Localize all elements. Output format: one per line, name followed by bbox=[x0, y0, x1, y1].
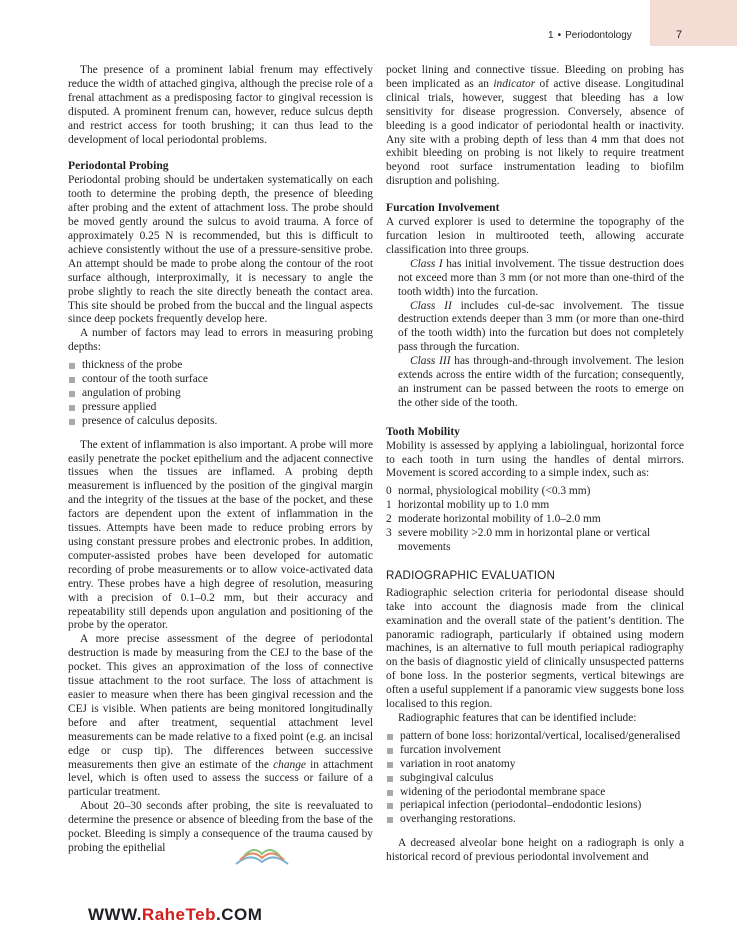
paragraph-bleeding-continued bbox=[386, 64, 684, 189]
score-number: 0 bbox=[386, 485, 392, 498]
list-item bbox=[386, 485, 684, 499]
list-item-text: contour of the tooth surface bbox=[82, 373, 208, 386]
book-logo-icon bbox=[232, 842, 292, 868]
list-item bbox=[68, 401, 373, 415]
square-bullet-icon bbox=[387, 748, 393, 754]
emphasis: indicator bbox=[493, 77, 536, 90]
watermark-brand: RaheTeb bbox=[141, 905, 216, 924]
list-item-text: furcation involvement bbox=[400, 743, 501, 756]
list-item bbox=[386, 744, 684, 758]
square-bullet-icon bbox=[69, 377, 75, 383]
paragraph-bone-height: A decreased alveolar bone height on a radiograph is only a historical record of previous periodontal involvement and bbox=[386, 837, 684, 864]
furcation-class-item bbox=[386, 355, 684, 411]
furcation-class-item bbox=[386, 300, 684, 356]
list-item-text: variation in root anatomy bbox=[400, 757, 516, 770]
list-item-text: horizontal mobility up to 1.0 mm bbox=[398, 499, 550, 512]
list-item bbox=[68, 387, 373, 401]
watermark-prefix: WWW. bbox=[88, 905, 142, 924]
class-label: Class I bbox=[410, 257, 443, 270]
list-item bbox=[386, 730, 684, 744]
chapter-title: Periodontology bbox=[565, 30, 632, 41]
paragraph-inflammation: The extent of inflammation is also important. A probe will more easily penetrate the pocket epithelium and the adjacent connective tissues when the tissues are inflamed. A probing depth measurement is influenced by the position of the gingival margin and the integrity of the tissues at the base of the pocket, and these factors are dependent upon the extent of inflammation in the tissues. Attempts have been made to reduce probing errors by using constant pressure probes and electronic probes. In addition, computer-assisted probes have been developed for automatic recording of probe measurements or to allow voice-activated data entry. These probes have a high degree of resolution, measuring with a precision of 0.1–0.2 mm, but their accuracy and repeatability still depends upon angulation and positioning of the probe by the operator. bbox=[68, 438, 373, 632]
class-text: has initial involvement. The tissue destruction does not exceed more than 3 mm (or not more than one-third of the tooth width) into the furcation. bbox=[398, 257, 684, 298]
watermark-link[interactable] bbox=[88, 905, 262, 925]
text-run: in attachment level, which is often used to assess the success or failure of a particular treatment. bbox=[68, 758, 373, 799]
heading-tooth-mobility: Tooth Mobility bbox=[386, 424, 460, 438]
list-item-text: widening of the periodontal membrane space bbox=[400, 785, 606, 798]
list-item bbox=[68, 415, 373, 429]
header-separator: • bbox=[557, 30, 562, 41]
paragraph-bleeding-on-probing: About 20–30 seconds after probing, the site is reevaluated to determine the presence or absence of bleeding from the base of the pocket. Bleeding is simply a consequence of the trauma caused by probing the epithelial bbox=[68, 800, 373, 854]
square-bullet-icon bbox=[69, 405, 75, 411]
heading-furcation-involvement: Furcation Involvement bbox=[386, 201, 500, 215]
paragraph-frenum: The presence of a prominent labial frenum may effectively reduce the width of attached gingiva, although the precise role of a frenal attachment as a predisposing factor to gingival recession is disputed. A prominent frenum can, however, reduce sulcus depth and restrict access for tooth brushing; it can thus lead to the development of local periodontal problems. bbox=[68, 64, 373, 146]
list-item bbox=[386, 786, 684, 800]
right-column bbox=[386, 64, 684, 865]
list-item-text: thickness of the probe bbox=[82, 359, 183, 372]
list-item-text: pressure applied bbox=[82, 400, 157, 413]
list-item bbox=[68, 359, 373, 373]
square-bullet-icon bbox=[387, 762, 393, 768]
chapter-number: 1 bbox=[548, 30, 554, 41]
class-label: Class II bbox=[410, 299, 452, 312]
paragraph-radiographic-criteria: Radiographic selection criteria for periodontal disease should take into account the diagnosis made from the clinical examination and the overall state of the patient’s dentition. The panoramic radiograph, particularly if obtained using modern machines, is an alternative to full mouth periapical radiography on the basis of diagnostic yield of clinically unsuspected patterns of bone loss. In the posterior segments, vertical bitewings are often a useful supplement if a panoramic view suggests bone loss localised to this region. bbox=[386, 586, 684, 711]
score-number: 3 bbox=[386, 527, 392, 540]
page-number: 7 bbox=[676, 29, 683, 41]
list-item-text: presence of calculus deposits. bbox=[82, 414, 218, 427]
running-header bbox=[0, 0, 737, 46]
square-bullet-icon bbox=[387, 734, 393, 740]
list-item-text: angulation of probing bbox=[82, 386, 181, 399]
chapter-heading bbox=[548, 30, 648, 41]
radiographic-feature-list bbox=[386, 730, 684, 827]
emphasis: change bbox=[273, 758, 306, 771]
list-item bbox=[386, 772, 684, 786]
list-item bbox=[386, 813, 684, 827]
probing-error-list bbox=[68, 359, 373, 429]
square-bullet-icon bbox=[387, 817, 393, 823]
watermark-suffix: .COM bbox=[215, 905, 263, 924]
class-text: has through-and-through involvement. The lesion extends across the entire width of the furcation; consequently, an instrument can be passed between the roots to emerge on the other side of the tooth. bbox=[398, 355, 684, 409]
list-item bbox=[386, 499, 684, 513]
paragraph-furcation: A curved explorer is used to determine the topography of the furcation lesion in multirooted teeth, allowing accurate classification into three groups. bbox=[386, 216, 684, 256]
square-bullet-icon bbox=[69, 419, 75, 425]
heading-radiographic-evaluation: RADIOGRAPHIC EVALUATION bbox=[386, 568, 556, 582]
list-item-text: normal, physiological mobility (<0.3 mm) bbox=[398, 485, 591, 498]
paragraph-attachment-level bbox=[68, 633, 373, 800]
square-bullet-icon bbox=[69, 363, 75, 369]
list-item bbox=[386, 513, 684, 527]
furcation-class-item bbox=[386, 258, 684, 300]
class-label: Class III bbox=[410, 355, 451, 368]
left-column bbox=[68, 64, 373, 856]
square-bullet-icon bbox=[387, 776, 393, 782]
mobility-index-list bbox=[386, 485, 684, 555]
score-number: 1 bbox=[386, 499, 392, 512]
list-item bbox=[68, 373, 373, 387]
paragraph-probing-method: Periodontal probing should be undertaken systematically on each tooth to determine the probing depth, the presence of bleeding after probing and the extent of attachment loss. The probe should be moved gently around the sulcus to avoid trauma. A force of approximately 0.25 N is recommended, but this is difficult to achieve consistently without the use of a pressure-sensitive probe. An attempt should be made to probe along the contour of the root surface although, interproximally, it is necessary to angle the probe slightly to reach the site directly beneath the contact area. This site should be probed from the buccal and the lingual aspects since deep pockets frequently develop here. bbox=[68, 174, 373, 326]
paragraph-probing-errors-intro: A number of factors may lead to errors in measuring probing depths: bbox=[68, 327, 373, 354]
paragraph-radiographic-features-intro: Radiographic features that can be identified include: bbox=[398, 711, 637, 724]
class-text: includes cul-de-sac involvement. The tissue destruction extends deeper than 3 mm (or more than one-third of the tooth width) into the furcation but does not completely pass through the furcation. bbox=[398, 299, 685, 354]
list-item-text: subgingival calculus bbox=[400, 771, 494, 784]
list-item bbox=[386, 799, 684, 813]
heading-periodontal-probing: Periodontal Probing bbox=[68, 159, 169, 173]
paragraph-mobility: Mobility is assessed by applying a labiolingual, horizontal force to each tooth in turn using the handles of dental mirrors. Movement is scored according to a simple index, such as: bbox=[386, 439, 684, 480]
list-item bbox=[386, 758, 684, 772]
list-item-text: overhanging restorations. bbox=[400, 813, 516, 826]
page-number-box bbox=[650, 0, 737, 46]
list-item-text: periapical infection (periodontal–endodontic lesions) bbox=[400, 799, 642, 812]
text-run: pocket lining and connective tissue. Bleeding on probing has been implicated as an bbox=[386, 64, 684, 90]
text-run: of active disease. Longitudinal clinical trials, however, suggest that bleeding has a low sensitivity for disease progression. Conversely, absence of bleeding is a good indicator of periodontal health or inactivity. Any site with a probing depth of less than 4 mm that does not exhibit bleeding on probing is not likely to require treatment beyond root surface instrumentation leading to biofilm disruption and polishing. bbox=[386, 77, 684, 188]
list-item-text: pattern of bone loss: horizontal/vertical, localised/generalised bbox=[400, 729, 681, 742]
square-bullet-icon bbox=[69, 391, 75, 397]
score-number: 2 bbox=[386, 513, 392, 526]
list-item bbox=[386, 527, 684, 555]
list-item-text: moderate horizontal mobility of 1.0–2.0 mm bbox=[398, 513, 601, 526]
square-bullet-icon bbox=[387, 790, 393, 796]
square-bullet-icon bbox=[387, 803, 393, 809]
list-item-text: severe mobility >2.0 mm in horizontal plane or vertical movements bbox=[398, 527, 651, 553]
text-run: A more precise assessment of the degree of periodontal destruction is made by measuring from the CEJ to the base of the pocket. This gives an approximation of the loss of connective tissue attachment to the root surface. The loss of attachment is easier to measure when there has been gingival recession and the CEJ is visible. When patients are being monitored longitudinally before and after treatment, sequential attachment level measurements can be made relative to a fixed point (e.g. an incisal edge or cusp tip). The differences between successive measurements then give an estimate of the bbox=[68, 633, 373, 771]
